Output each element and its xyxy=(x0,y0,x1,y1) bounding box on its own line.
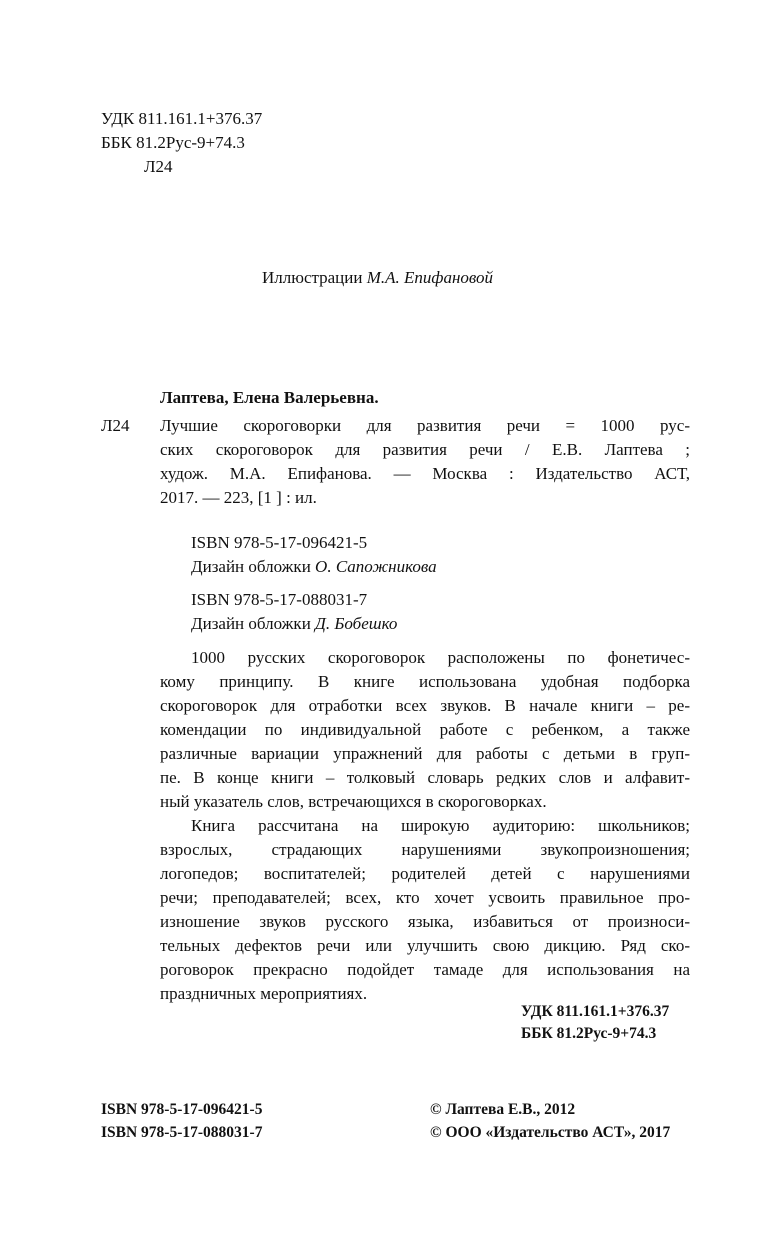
annotation-line: изношение звуков русского языка, избавиться от произноси- xyxy=(160,912,690,931)
annotation-line: комендации по индивидуальной работе с ребенком, а также xyxy=(160,720,690,739)
illustrations-label: Иллюстрации xyxy=(262,268,363,287)
annotation-line: кому принципу. В книге использована удобная подборка xyxy=(160,672,690,691)
annotation-paragraph-1 xyxy=(160,646,690,814)
designer-name: Д. Бобешко xyxy=(315,614,398,633)
edition-isbn: ISBN 978-5-17-088031-7 xyxy=(191,590,368,609)
designer-name: О. Сапожникова xyxy=(315,557,437,576)
annotation-line: различные вариации упражнений для работы с детьми в груп- xyxy=(160,744,690,763)
design-label: Дизайн обложки xyxy=(191,557,311,576)
annotation-paragraph-2 xyxy=(160,814,690,1006)
record-description xyxy=(160,414,690,510)
edition-design xyxy=(191,612,397,636)
annotation-line: праздничных мероприятиях. xyxy=(160,984,368,1003)
annotation-line: ный указатель слов, встречающихся в скороговорках. xyxy=(160,792,547,811)
annotation-line: пе. В конце книги – толковый словарь редких слов и алфавит- xyxy=(160,768,690,787)
record-author: Лаптева, Елена Валерьевна. xyxy=(160,388,379,407)
description-line: Лучшие скороговорки для развития речи = 1000 рус- xyxy=(160,416,690,435)
footer-isbn: ISBN 978-5-17-088031-7 xyxy=(101,1124,263,1141)
edition-design xyxy=(191,555,437,579)
author-mark: Л24 xyxy=(144,157,173,176)
illustrations-artist: М.А. Епифановой xyxy=(366,268,494,287)
udk-code: УДК 811.161.1+376.37 xyxy=(101,109,263,128)
description-line: ских скороговорок для развития речи / Е.В. Лаптева ; xyxy=(160,440,690,459)
bbk-code: ББК 81.2Рус-9+74.3 xyxy=(101,133,245,152)
design-label: Дизайн обложки xyxy=(191,614,311,633)
copyright-author: © Лаптева Е.В., 2012 xyxy=(430,1101,576,1118)
annotation-line: 1000 русских скороговорок расположены по фонетичес- xyxy=(191,648,690,667)
record-mark: Л24 xyxy=(101,416,130,435)
bbk-code-bold: ББК 81.2Рус-9+74.3 xyxy=(521,1025,657,1042)
annotation-line: Книга рассчитана на широкую аудиторию: школьников; xyxy=(191,816,690,835)
copyright-publisher: © ООО «Издательство АСТ», 2017 xyxy=(430,1124,671,1141)
edition-isbn: ISBN 978-5-17-096421-5 xyxy=(191,533,368,552)
annotation-line: логопедов; воспитателей; родителей детей с нарушениями xyxy=(160,864,690,883)
footer-isbn: ISBN 978-5-17-096421-5 xyxy=(101,1101,263,1118)
illustrations-credit xyxy=(262,266,493,290)
annotation-line: тельных дефектов речи или улучшить свою дикцию. Ряд ско- xyxy=(160,936,690,955)
annotation-line: роговорок прекрасно подойдет тамаде для использования на xyxy=(160,960,690,979)
annotation-line: взрослых, страдающих нарушениями звукопроизношения; xyxy=(160,840,690,859)
description-line: худож. М.А. Епифанова. — Москва : Издательство АСТ, xyxy=(160,464,690,483)
description-line: 2017. — 223, [1 ] : ил. xyxy=(160,488,317,507)
udk-code-bold: УДК 811.161.1+376.37 xyxy=(521,1003,670,1020)
annotation-line: скороговорок для отработки всех звуков. В начале книги – ре- xyxy=(160,696,690,715)
annotation-line: речи; преподавателей; всех, кто хочет усвоить правильное про- xyxy=(160,888,690,907)
